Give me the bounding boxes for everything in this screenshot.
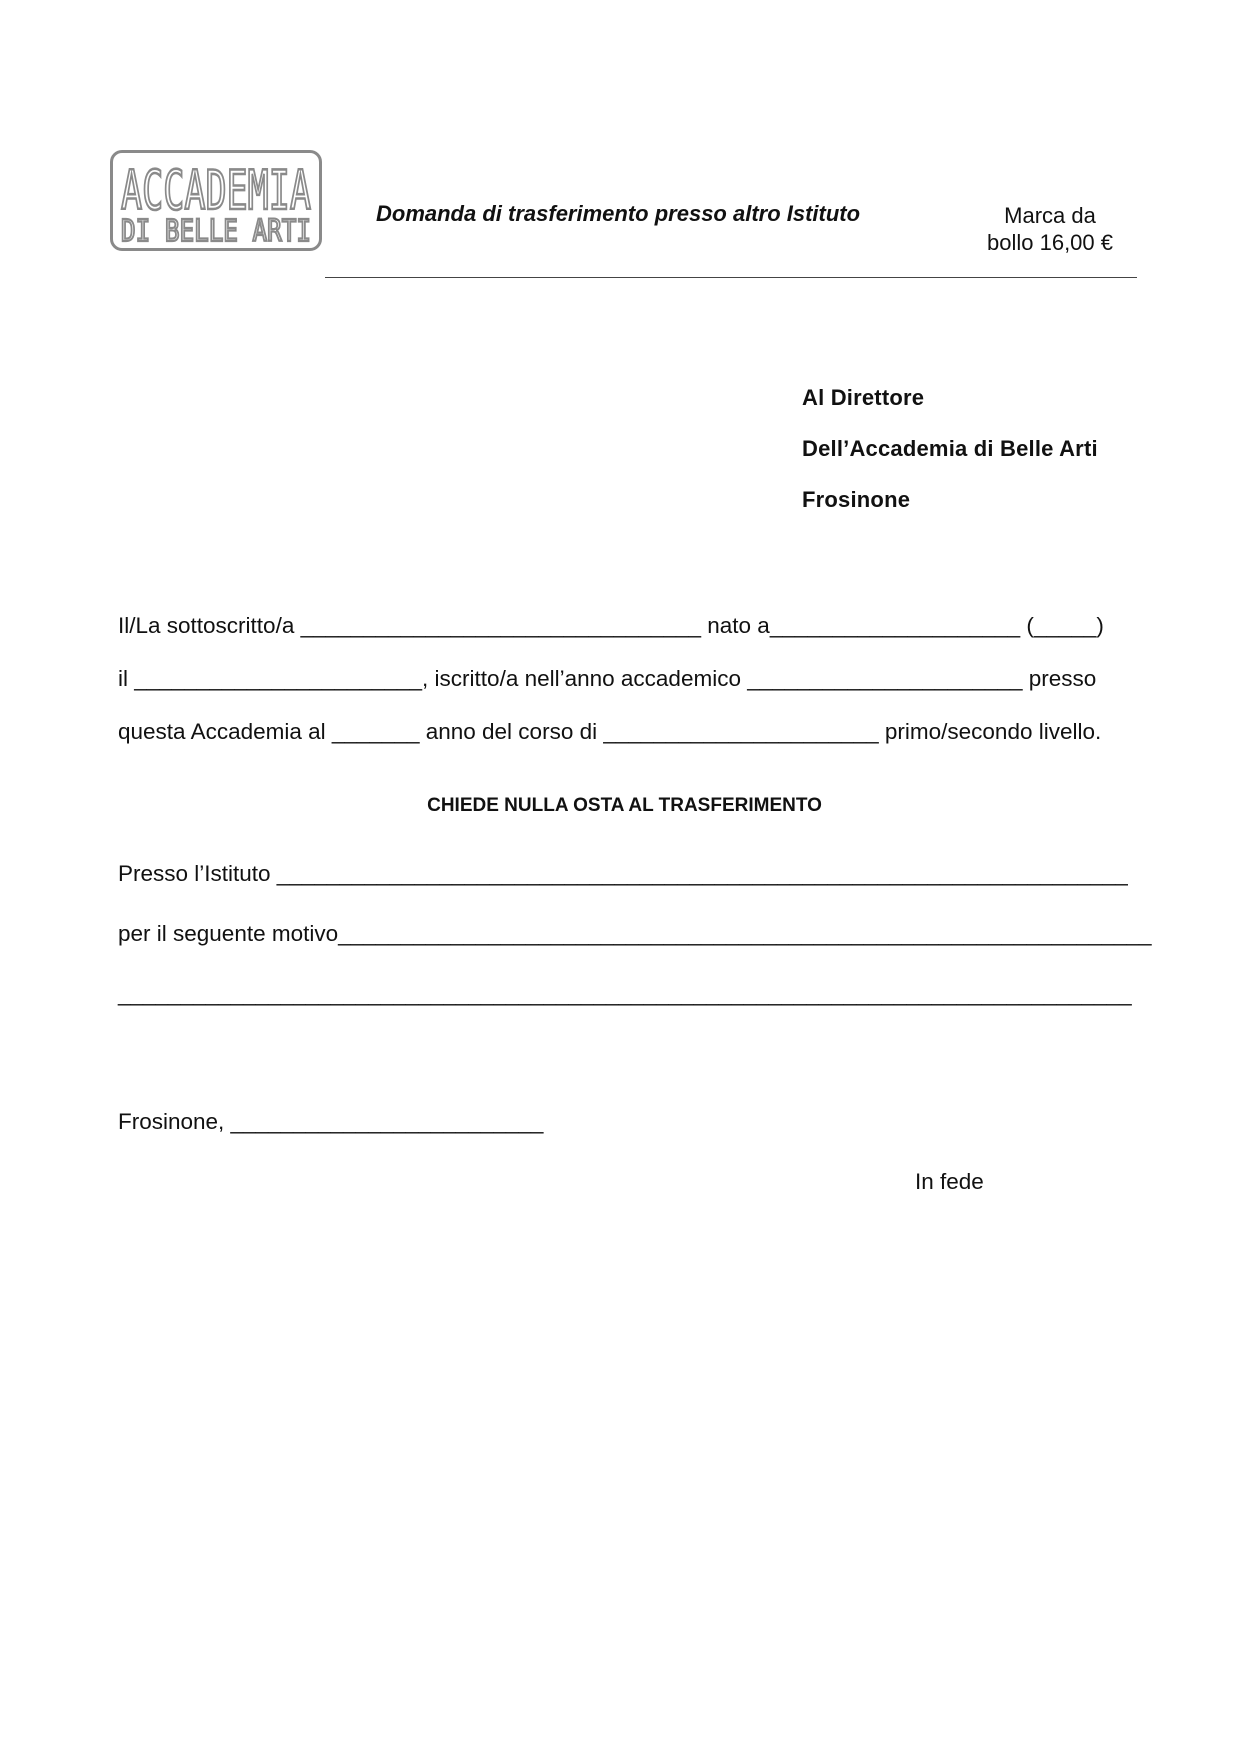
revenue-stamp-label xyxy=(975,202,1125,256)
course-line: questa Accademia al _______ anno del corso di ______________________ primo/secondo livello. xyxy=(118,719,1102,744)
reason-line: per il seguente motivo_________________________________________________________________ xyxy=(118,921,1152,946)
recipient-line-academy: Dell’Accademia di Belle Arti xyxy=(802,436,1098,461)
stamp-label-line2: bollo 16,00 € xyxy=(987,230,1113,255)
svg-text:ACCADEMIA: ACCADEMIA xyxy=(121,159,311,222)
recipient-line-city: Frosinone xyxy=(802,487,911,512)
stamp-label-line1: Marca da xyxy=(1004,203,1096,228)
recipient-line-director: Al Direttore xyxy=(802,385,925,410)
signature-label: In fede xyxy=(915,1169,984,1194)
header-divider xyxy=(325,277,1137,278)
academy-logo xyxy=(110,150,322,251)
academy-logo-graphic xyxy=(113,153,319,248)
enrollment-line: il _______________________, iscritto/a nell’anno accademico ______________________ presso xyxy=(118,666,1097,691)
document-title: Domanda di trasferimento presso altro Istituto xyxy=(376,201,861,226)
applicant-name-line: Il/La sottoscritto/a ________________________________ nato a____________________ (_____) xyxy=(118,613,1104,638)
date-line: Frosinone, _________________________ xyxy=(118,1109,544,1134)
reason-continuation-line: _________________________________________________________________________________ xyxy=(118,981,1132,1006)
svg-text:DI BELLE ARTI: DI BELLE ARTI xyxy=(121,214,311,249)
institute-line: Presso l’Istituto ____________________________________________________________________ xyxy=(118,861,1128,886)
request-heading: CHIEDE NULLA OSTA AL TRASFERIMENTO xyxy=(427,795,822,816)
